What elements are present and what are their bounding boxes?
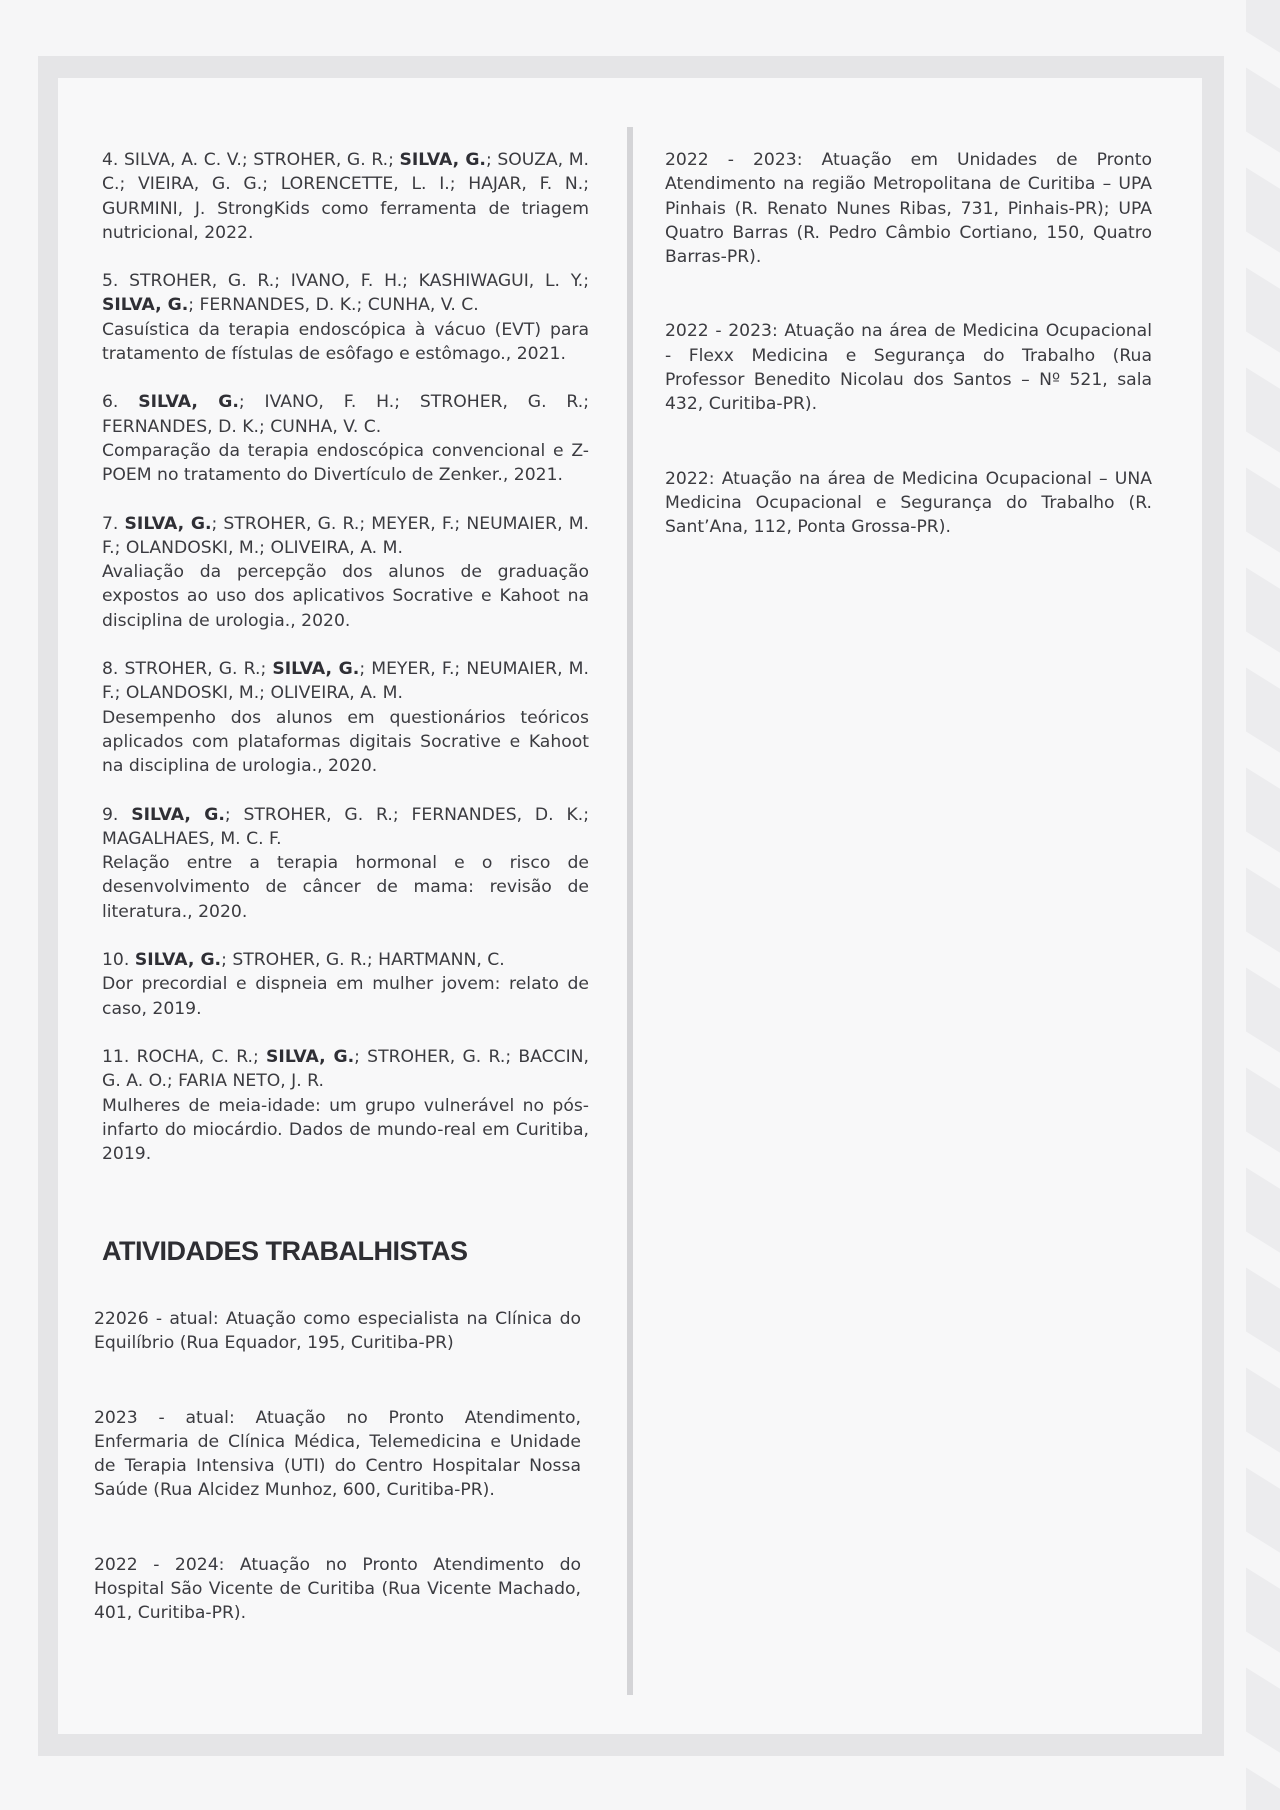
- pub-number: 9.: [102, 804, 119, 825]
- pub-authors: ROCHA, C. R.;: [129, 1046, 267, 1067]
- pub-authors: ; STROHER, G. R.; BACCIN, G. A. O.; FARIA NETO, J. R.: [102, 1046, 589, 1092]
- stripe: [1246, 1568, 1280, 1657]
- pub-author-highlight: SILVA, G.: [266, 1046, 355, 1067]
- pub-number: 11.: [102, 1046, 130, 1067]
- pub-author-highlight: SILVA, G.: [124, 513, 212, 534]
- publication-item: [102, 390, 589, 487]
- pub-number: 7.: [102, 513, 119, 534]
- pub-author-highlight: SILVA, G.: [134, 950, 222, 971]
- pub-number: 6.: [102, 392, 119, 413]
- stripe: [1246, 268, 1280, 357]
- section-title-atividades: ATIVIDADES TRABALHISTAS: [102, 1236, 468, 1266]
- publication-item: [102, 803, 589, 924]
- publication-item: [102, 148, 589, 245]
- job-item: 2022 - 2024: Atuação no Pronto Atendimento do Hospital São Vicente de Curitiba (Rua Vicente Machado, 401, Curitiba-PR).: [94, 1554, 581, 1624]
- job-item: 2022 - 2023: Atuação em Unidades de Pronto Atendimento na região Metropolitana de Curitiba – UPA Pinhais (R. Renato Nunes Ribas, 731, Pinhais-PR); UPA Quatro Barras (R. Pedro Câmbio Cortiano, 150, Quatro Barras-PR).: [665, 150, 1152, 268]
- job-item: 22026 - atual: Atuação como especialista na Clínica do Equilíbrio (Rua Equador, 195, Curitiba-PR): [94, 1309, 581, 1354]
- pub-authors: ; MEYER, F.; NEUMAIER, M. F.; OLANDOSKI, M.; OLIVEIRA, A. M.: [102, 659, 589, 704]
- stripe: [1246, 1268, 1280, 1357]
- decorative-stripes: [1232, 0, 1280, 1810]
- stripe: [1246, 568, 1280, 657]
- pub-authors: ; FERNANDES, D. K.; CUNHA, V. C.: [188, 295, 479, 316]
- pub-authors: STROHER, G. R.; IVANO, F. H.; KASHIWAGUI, L. Y.;: [118, 271, 589, 292]
- stripe: [1246, 468, 1280, 557]
- pub-authors: ; STROHER, G. R.; HARTMANN, C.: [221, 950, 505, 971]
- stripe: [1246, 968, 1280, 1057]
- pub-number: 5.: [102, 271, 119, 292]
- publication-item: [102, 948, 589, 1021]
- pub-number: 8.: [102, 659, 119, 680]
- stripe: [1246, 868, 1280, 957]
- pub-title: Casuística da terapia endoscópica à vácuo (EVT) para tratamento de fístulas de esôfago e estômago., 2021.: [102, 319, 589, 365]
- pub-authors: ; IVANO, F. H.; STROHER, G. R.; FERNANDES, D. K.; CUNHA, V. C.: [102, 392, 590, 437]
- stripe: [1246, 1468, 1280, 1557]
- stripe: [1246, 68, 1280, 157]
- pub-number: 10.: [102, 950, 130, 971]
- pub-authors: ; STROHER, G. R.; FERNANDES, D. K.; MAGALHAES, M. C. F.: [102, 804, 589, 849]
- pub-title: Desempenho dos alunos em questionários teóricos aplicados com plataformas digitais Socrative e Kahoot na disciplina de urologia., 2020.: [102, 707, 589, 777]
- pub-title: Comparação da terapia endoscópica convencional e Z-POEM no tratamento do Divertículo de Zenker., 2021.: [102, 440, 589, 486]
- pub-title: Avaliação da percepção dos alunos de graduação expostos ao uso dos aplicativos Socrative e Kahoot na disciplina de urologia., 2020.: [102, 562, 589, 631]
- stripe: [1246, 1668, 1280, 1757]
- pub-authors: SILVA, A. C. V.; STROHER, G. R.;: [118, 150, 400, 170]
- pub-title: Mulheres de meia-idade: um grupo vulnerável no pós-infarto do miocárdio. Dados de mundo-real em Curitiba, 2019.: [102, 1095, 589, 1165]
- publication-item: [102, 657, 589, 778]
- pub-title: Dor precordial e dispneia em mulher jovem: relato de caso, 2019.: [102, 974, 589, 1019]
- pub-number: 4.: [102, 150, 119, 170]
- pub-authors: ; SOUZA, M. C.; VIEIRA, G. G.; LORENCETTE, L. I.; HAJAR, F. N.; GURMINI, J. StrongKids como ferramenta de triagem nutricional, 2022.: [102, 150, 589, 243]
- job-item: 2022: Atuação na área de Medicina Ocupacional – UNA Medicina Ocupacional e Segurança do Trabalho (R. Sant’Ana, 112, Ponta Grossa-PR).: [665, 468, 1152, 538]
- publication-item: [102, 1045, 589, 1166]
- jobs-list-right: [665, 148, 1152, 590]
- pub-author-highlight: SILVA, G.: [102, 295, 189, 316]
- pub-authors: STROHER, G. R.;: [118, 659, 273, 680]
- stripe: [1246, 668, 1280, 757]
- stripe: [1246, 1068, 1280, 1157]
- pub-authors: [118, 392, 138, 412]
- pub-author-highlight: SILVA, G.: [131, 804, 225, 825]
- stripe: [1246, 168, 1280, 257]
- stripe: [1246, 368, 1280, 457]
- job-item: 2022 - 2023: Atuação na área de Medicina Ocupacional - Flexx Medicina e Segurança do Trabalho (Rua Professor Benedito Nicolau dos Santos – Nº 521, sala 432, Curitiba-PR).: [665, 321, 1152, 415]
- stripe: [1246, 768, 1280, 857]
- publication-item: [102, 512, 589, 633]
- jobs-list-left: [94, 1307, 581, 1676]
- stripe: [1246, 1768, 1280, 1810]
- pub-title: Relação entre a terapia hormonal e o risco de desenvolvimento de câncer de mama: revisão de literatura., 2020.: [102, 853, 589, 922]
- stripe: [1246, 1368, 1280, 1457]
- pub-author-highlight: SILVA, G.: [138, 392, 239, 413]
- publications-list: [102, 148, 589, 1190]
- job-item: 2023 - atual: Atuação no Pronto Atendimento, Enfermaria de Clínica Médica, Telemedicina e Unidade de Terapia Intensiva (UTI) do Centro Hospitalar Nossa Saúde (Rua Alcidez Munhoz, 600, Curitiba-PR).: [94, 1407, 581, 1501]
- pub-authors: [118, 805, 131, 825]
- column-divider: [627, 127, 633, 1695]
- stripe: [1246, 1168, 1280, 1257]
- pub-authors: ; STROHER, G. R.; MEYER, F.; NEUMAIER, M. F.; OLANDOSKI, M.; OLIVEIRA, A. M.: [102, 513, 589, 558]
- pub-author-highlight: SILVA, G.: [272, 659, 360, 680]
- pub-author-highlight: SILVA, G.: [399, 150, 486, 170]
- stripe: [1246, 0, 1280, 56]
- publication-item: [102, 269, 589, 366]
